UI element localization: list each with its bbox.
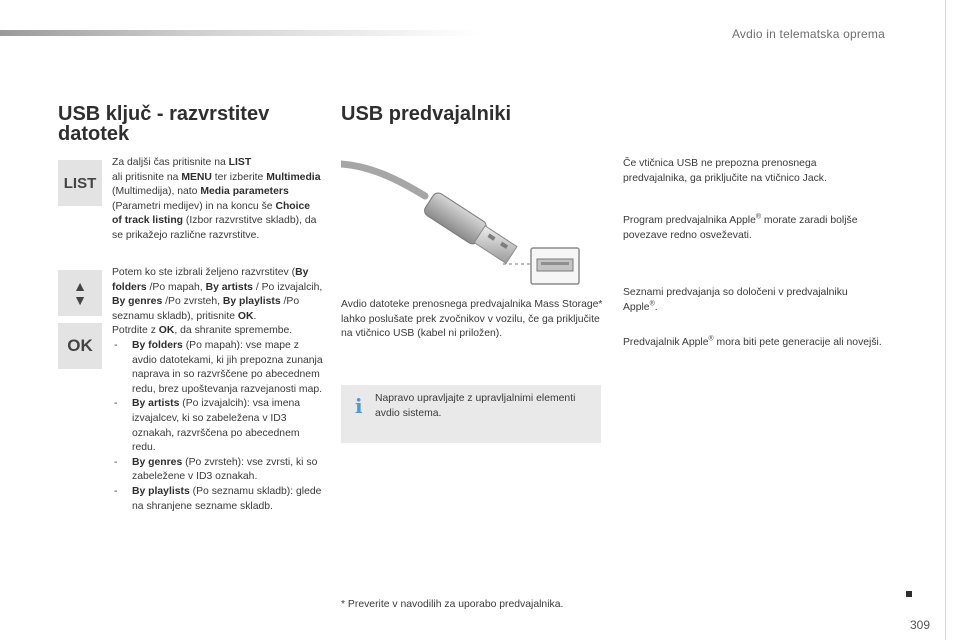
- info-box: [341, 385, 601, 443]
- ok-button-icon: [58, 323, 102, 369]
- arrow-up-icon: ▲: [73, 278, 87, 294]
- info-text: Napravo upravljajte z upravljalnimi elementi avdio sistema.: [375, 393, 576, 419]
- sorting-instructions: [112, 266, 324, 514]
- jack-note: Če vtičnica USB ne prepozna prenosnega predvajalnika, ga priključite na vtičnico Jack.: [623, 158, 827, 184]
- playlist-note: Seznami predvajanja so določeni v predvajalniku Apple®.: [623, 287, 848, 313]
- list-item: - By artists (Po izvajalcih): vsa imena izvajalcev, ki so zabeležena v ID3 oznakah, razvrščena po abecednem redu.: [114, 398, 301, 454]
- section-title: Avdio in telematska oprema: [731, 27, 885, 41]
- list-item: - By folders (Po mapah): vse mape z avdio datotekami, ki jih prepozna zunanja naprava in so razvrščene po abecednem redu, brez upoštevanja razvejanosti map.: [114, 339, 323, 395]
- footnote: * Preverite v navodilih za uporabo predvajalnika.: [341, 599, 564, 610]
- list-item: - By playlists (Po seznamu skladb): glede na shranjene sezname skladb.: [114, 485, 322, 512]
- arrow-down-icon: ▼: [73, 292, 87, 308]
- apple-software-note: Program predvajalnika Apple® morate zaradi boljše povezave redno osveževati.: [623, 213, 858, 241]
- info-icon: i: [355, 394, 363, 418]
- page-end-marker: [906, 591, 912, 597]
- list-instructions: Za daljši čas pritisnite na LIST ali pritisnite na MENU ter izberite Multimedia (Multimedija), nato Media parameters (Parametri medijev) in na koncu še Choice of track listing (Izbor razvrstitve skladb), da se prikažejo različne razvrstitve.: [112, 157, 321, 241]
- page-edge-rule: [945, 0, 946, 640]
- header-decor-bar: [0, 30, 480, 36]
- up-down-arrows-icon: [58, 270, 102, 316]
- list-item: - By genres (Po zvrsteh): vse zvrsti, ki so zabeležene v ID3 oznakah.: [114, 456, 318, 483]
- usb-player-description: Avdio datoteke prenosnega predvajalnika Mass Storage* lahko poslušate prek zvočnikov v vozilu, če ga priključite na vtičnico USB (kabel ni priložen).: [341, 299, 603, 340]
- sorting-paragraph: Potem ko ste izbrali željeno razvrstitev (By folders /Po mapah, By artists / Po izvajalcih, By genres /Po zvrsteh, By playlists /Po seznamu skladb), pritisnite OK. Potrdite z OK, da shranite spremembe.: [112, 267, 323, 337]
- page-number: 309: [909, 618, 930, 632]
- usb-plug-illustration: [341, 158, 601, 286]
- usb-sorting-title: USB ključ - razvrstitev datotek: [58, 103, 270, 145]
- ok-label: OK: [67, 336, 93, 355]
- list-button-icon: [58, 160, 102, 206]
- usb-players-title: USB predvajalniki: [341, 103, 512, 125]
- list-label: LIST: [63, 174, 97, 192]
- apple-generation-note: Predvajalnik Apple® mora biti pete generacije ali novejši.: [623, 335, 882, 348]
